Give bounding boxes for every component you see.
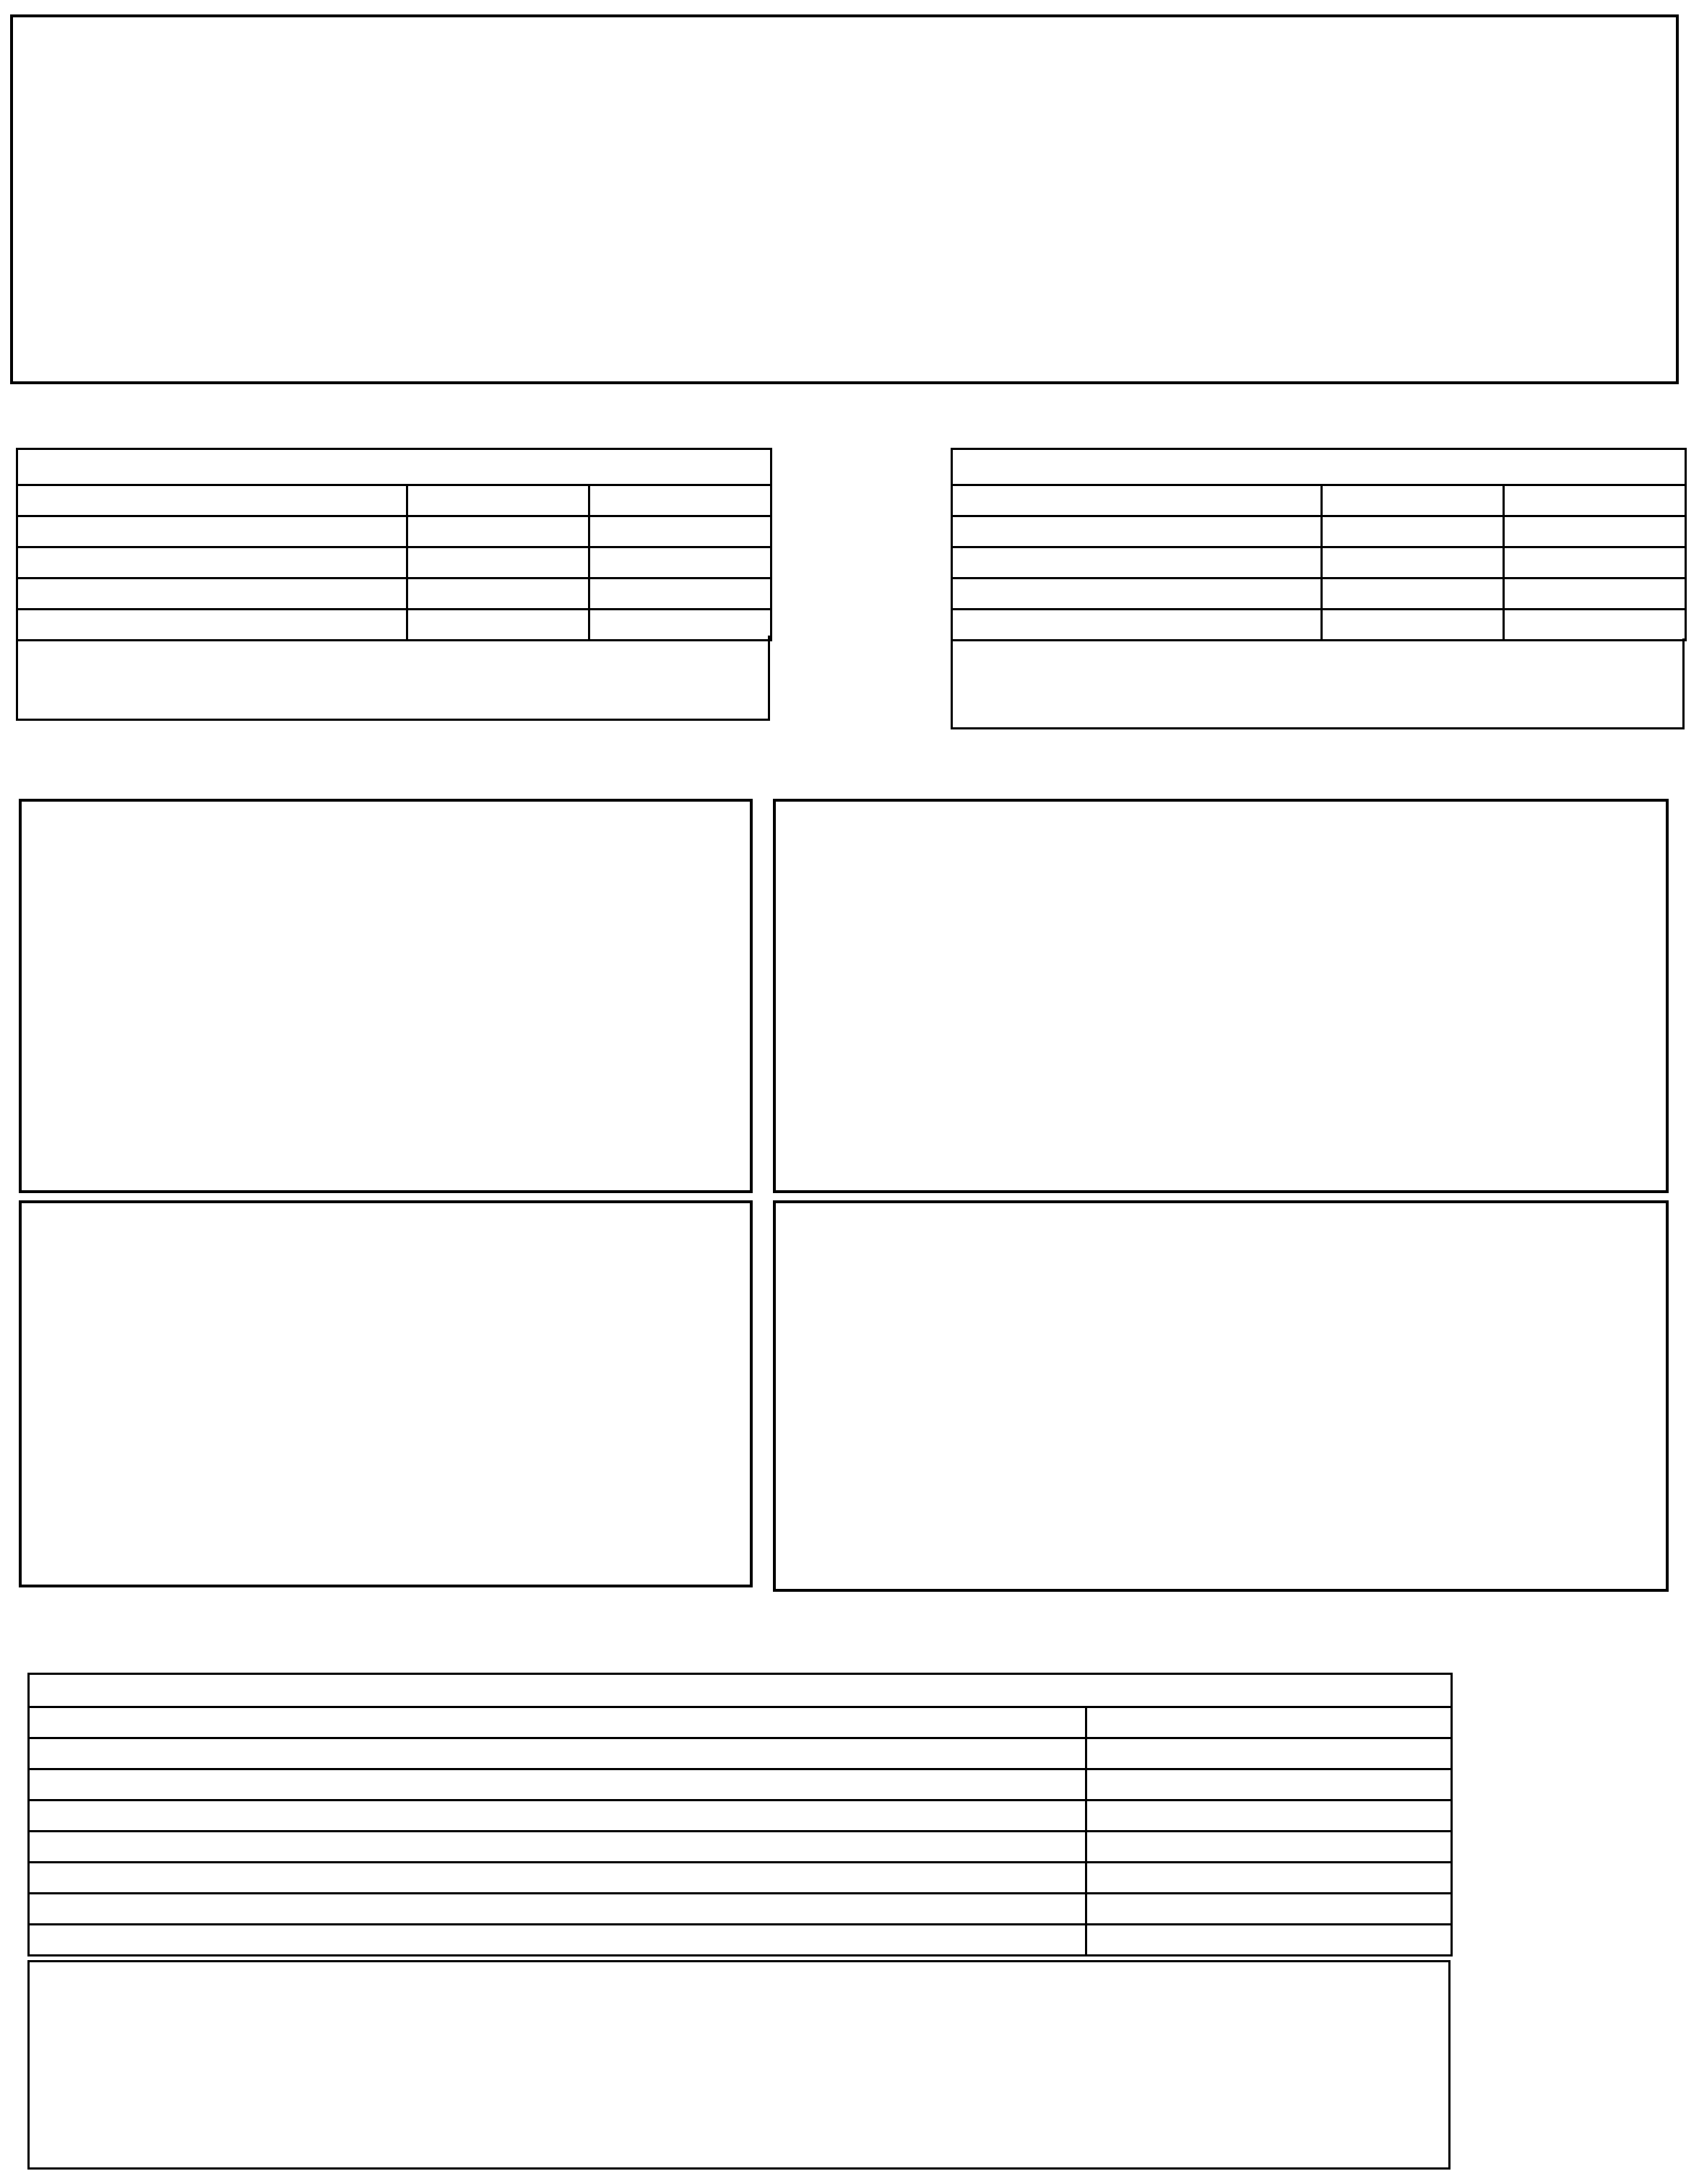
row-label	[952, 578, 1322, 610]
financieras-table	[27, 1673, 1453, 1956]
row-label	[29, 1800, 1086, 1832]
chart-ingresos-peaje	[19, 1200, 753, 1587]
input-cell[interactable]	[1086, 1925, 1452, 1956]
input-cell[interactable]	[1086, 1894, 1452, 1925]
input-cell[interactable]	[407, 578, 589, 610]
row-label	[29, 1894, 1086, 1925]
input-cell[interactable]	[1086, 1863, 1452, 1894]
col-header-totales	[1322, 485, 1504, 516]
input-cell[interactable]	[407, 547, 589, 578]
row-label	[952, 547, 1322, 578]
row-label	[29, 1832, 1086, 1863]
financieras-title	[29, 1674, 1452, 1707]
ingresos-gastos-table	[16, 448, 772, 641]
input-cell[interactable]	[1086, 1800, 1452, 1832]
ingresos-gastos-notes	[16, 636, 770, 721]
row-label	[17, 516, 407, 547]
blank-header-cell	[952, 485, 1322, 516]
chart-imd-pesados	[773, 799, 1669, 1193]
impuestos-table	[951, 448, 1687, 641]
input-cell[interactable]	[1504, 547, 1686, 578]
row-label	[17, 578, 407, 610]
row-label	[29, 1863, 1086, 1894]
row-label	[29, 1707, 1086, 1738]
financieras-notes	[27, 1960, 1451, 2170]
ingresos-gastos-title	[17, 449, 771, 485]
col-header-actualiz	[1504, 485, 1686, 516]
input-cell[interactable]	[1322, 578, 1504, 610]
chart-imd-ligeros	[19, 799, 753, 1193]
input-cell[interactable]	[1504, 516, 1686, 547]
input-cell[interactable]	[1322, 516, 1504, 547]
row-label	[29, 1925, 1086, 1956]
impuestos-notes	[951, 638, 1685, 729]
input-cell[interactable]	[589, 547, 771, 578]
input-cell[interactable]	[407, 516, 589, 547]
input-cell[interactable]	[1086, 1769, 1452, 1800]
input-cell[interactable]	[1086, 1738, 1452, 1769]
input-cell[interactable]	[589, 516, 771, 547]
discount-policy-box[interactable]	[10, 14, 1679, 384]
chart-gastos-operacion	[773, 1200, 1669, 1592]
input-cell[interactable]	[1504, 578, 1686, 610]
row-label	[952, 516, 1322, 547]
row-label	[952, 610, 1322, 641]
input-cell[interactable]	[589, 578, 771, 610]
col-header-totales	[407, 485, 589, 516]
row-label	[29, 1738, 1086, 1769]
input-cell[interactable]	[1504, 610, 1686, 641]
row-label	[17, 547, 407, 578]
row-label	[29, 1769, 1086, 1800]
input-cell[interactable]	[1322, 547, 1504, 578]
col-header-actualiz	[589, 485, 771, 516]
input-cell[interactable]	[1086, 1707, 1452, 1738]
impuestos-title	[952, 449, 1686, 485]
input-cell[interactable]	[1086, 1832, 1452, 1863]
blank-header-cell	[17, 485, 407, 516]
input-cell[interactable]	[1322, 610, 1504, 641]
